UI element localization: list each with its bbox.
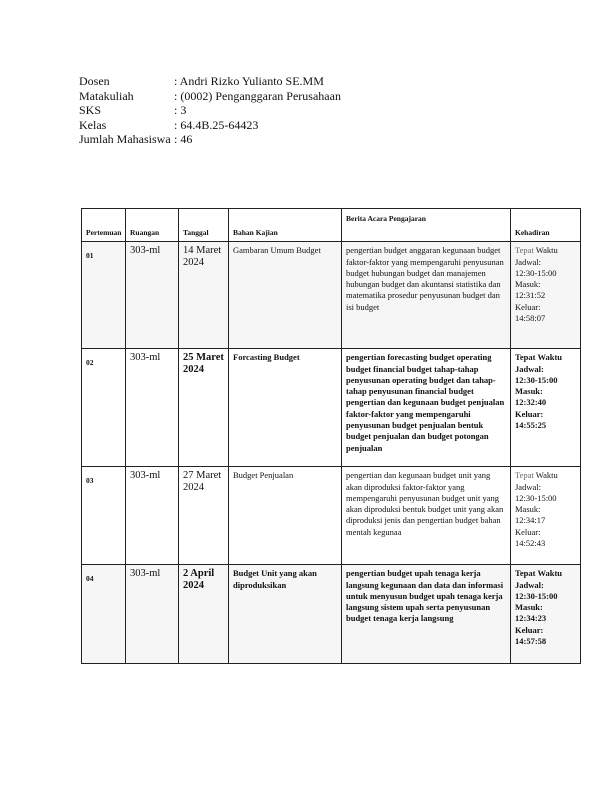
berita-acara-cell: pengertian forecasting budget operating budget financial budget tahap-tahap penyusunan operating budget dan tahap-tahap penyusunan financial budget pengertian dan kegunaan budget penjualan faktor-faktor yang mempengaruhi penyusunan budget penjualan bentuk budget penjualan dan budget potongan penjualan — [342, 349, 511, 467]
kehadiran-waktu: Waktu — [533, 470, 558, 481]
masuk-value: 12:34:23 — [515, 613, 547, 624]
pertemuan-cell: 02 — [82, 349, 126, 467]
kehadiran-status: Tepat — [515, 352, 536, 363]
matakuliah-row — [79, 89, 341, 104]
ruangan-cell: 303-ml — [126, 565, 179, 664]
bahan-kajian-cell: Budget Penjualan — [229, 467, 342, 565]
berita-acara-cell: pengertian budget upah tenaga kerja langsung kegunaan dan data dan informasi untuk menyusun budget upah tenaga kerja langsung sistem upah serta penyusunan budget tenaga kerja langsung — [342, 565, 511, 664]
kehadiran-cell — [511, 349, 581, 467]
header-ruangan-label: Ruangan — [130, 228, 160, 237]
tanggal-cell: 14 Maret 2024 — [179, 242, 229, 349]
sks-row — [79, 103, 341, 118]
jadwal-label: Jadwal: — [515, 481, 541, 492]
kehadiran-cell — [511, 467, 581, 565]
keluar-label: Keluar: — [515, 526, 541, 537]
ruangan-cell: 303-ml — [126, 467, 179, 565]
header-kehadiran-label: Kehadiran — [515, 228, 550, 237]
berita-acara-cell: pengertian budget anggaran kegunaan budget faktor-faktor yang mempengaruhi penyusunan budget hubungan budget dan manajemen hubungan budget dan akuntansi statistika dan matematika prosedur penyusunan budget dan isi budget — [342, 242, 511, 349]
header-bahan-kajian-label: Bahan Kajian — [233, 228, 278, 237]
kehadiran-status-line — [515, 245, 576, 256]
pertemuan-cell: 03 — [82, 467, 126, 565]
masuk-label: Masuk: — [515, 279, 541, 290]
keluar-label: Keluar: — [515, 624, 544, 635]
matakuliah-label: Matakuliah — [79, 88, 134, 103]
jadwal-label: Jadwal: — [515, 363, 544, 374]
masuk-label: Masuk: — [515, 602, 543, 613]
tanggal-cell: 27 Maret 2024 — [179, 467, 229, 565]
jadwal-value: 12:30-15:00 — [515, 590, 558, 601]
header-tanggal — [179, 209, 229, 242]
tanggal-cell: 2 April 2024 — [179, 565, 229, 664]
table-row — [82, 565, 581, 664]
table-row — [82, 242, 581, 349]
masuk-value: 12:34:17 — [515, 515, 546, 526]
ruangan-cell: 303-ml — [126, 349, 179, 467]
dosen-value: : Andri Rizko Yulianto SE.MM — [174, 74, 324, 88]
header-kehadiran — [511, 209, 581, 242]
header-bahan-kajian — [229, 209, 342, 242]
table-row — [82, 467, 581, 565]
kehadiran-cell — [511, 565, 581, 664]
kehadiran-cell — [511, 242, 581, 349]
kehadiran-status-line — [515, 568, 576, 579]
dosen-row — [79, 74, 341, 89]
kehadiran-status: Tepat — [515, 470, 534, 481]
kelas-label: Kelas — [79, 117, 107, 132]
jadwal-value: 12:30-15:00 — [515, 267, 557, 278]
header-pertemuan-label: Pertemuan — [86, 228, 122, 237]
table-header-row — [82, 209, 581, 242]
keluar-value: 14:58:07 — [515, 313, 546, 324]
kelas-row — [79, 118, 341, 133]
sks-value: : 3 — [174, 103, 187, 118]
kelas-value: : 64.4B.25-64423 — [174, 117, 259, 132]
berita-acara-cell: pengertian dan kegunaan budget unit yang akan diproduksi faktor-faktor yang mempengaruhi penyusunan budget unit yang akan diproduksi bentuk budget unit yang akan diproduksi jenis dan pengertian budget bahan mentah kegunaa — [342, 467, 511, 565]
bahan-kajian-cell: Gambaran Umum Budget — [229, 242, 342, 349]
matakuliah-value: : (0002) Penganggaran Perusahaan — [174, 88, 341, 103]
keluar-value: 14:57:58 — [515, 636, 547, 647]
header-berita-acara — [342, 209, 511, 242]
kehadiran-waktu: Waktu — [533, 245, 558, 256]
table-row — [82, 349, 581, 467]
attendance-table — [81, 208, 581, 664]
jadwal-value: 12:30-15:00 — [515, 492, 557, 503]
masuk-value: 12:32:40 — [515, 397, 547, 408]
kehadiran-status-line — [515, 352, 576, 363]
jadwal-label: Jadwal: — [515, 256, 541, 267]
header-pertemuan — [82, 209, 126, 242]
header-ruangan — [126, 209, 179, 242]
kehadiran-status: Tepat — [515, 245, 534, 256]
keluar-label: Keluar: — [515, 301, 541, 312]
kehadiran-waktu: Waktu — [535, 352, 563, 363]
jadwal-label: Jadwal: — [515, 579, 544, 590]
masuk-label: Masuk: — [515, 386, 543, 397]
masuk-label: Masuk: — [515, 504, 541, 515]
header-tanggal-label: Tanggal — [183, 228, 209, 237]
masuk-value: 12:31:52 — [515, 290, 546, 301]
kehadiran-waktu: Waktu — [535, 568, 563, 579]
kehadiran-status-line — [515, 470, 576, 481]
keluar-label: Keluar: — [515, 408, 544, 419]
bahan-kajian-cell: Budget Unit yang akan diproduksikan — [229, 565, 342, 664]
sks-label: SKS — [79, 103, 102, 118]
ruangan-cell: 303-ml — [126, 242, 179, 349]
pertemuan-cell: 01 — [82, 242, 126, 349]
keluar-value: 14:52:43 — [515, 538, 546, 549]
kehadiran-status: Tepat — [515, 568, 536, 579]
jumlah-mahasiswa-value: : 46 — [174, 132, 193, 147]
tanggal-cell: 25 Maret 2024 — [179, 349, 229, 467]
header-berita-acara-label: Berita Acara Pengajaran — [346, 214, 426, 223]
dosen-label: Dosen — [79, 74, 110, 88]
course-info — [79, 74, 341, 147]
jumlah-mahasiswa-label: Jumlah Mahasiswa — [79, 132, 171, 147]
pertemuan-cell: 04 — [82, 565, 126, 664]
jadwal-value: 12:30-15:00 — [515, 374, 558, 385]
jumlah-mahasiswa-row — [79, 132, 341, 147]
keluar-value: 14:55:25 — [515, 420, 547, 431]
bahan-kajian-cell: Forcasting Budget — [229, 349, 342, 467]
